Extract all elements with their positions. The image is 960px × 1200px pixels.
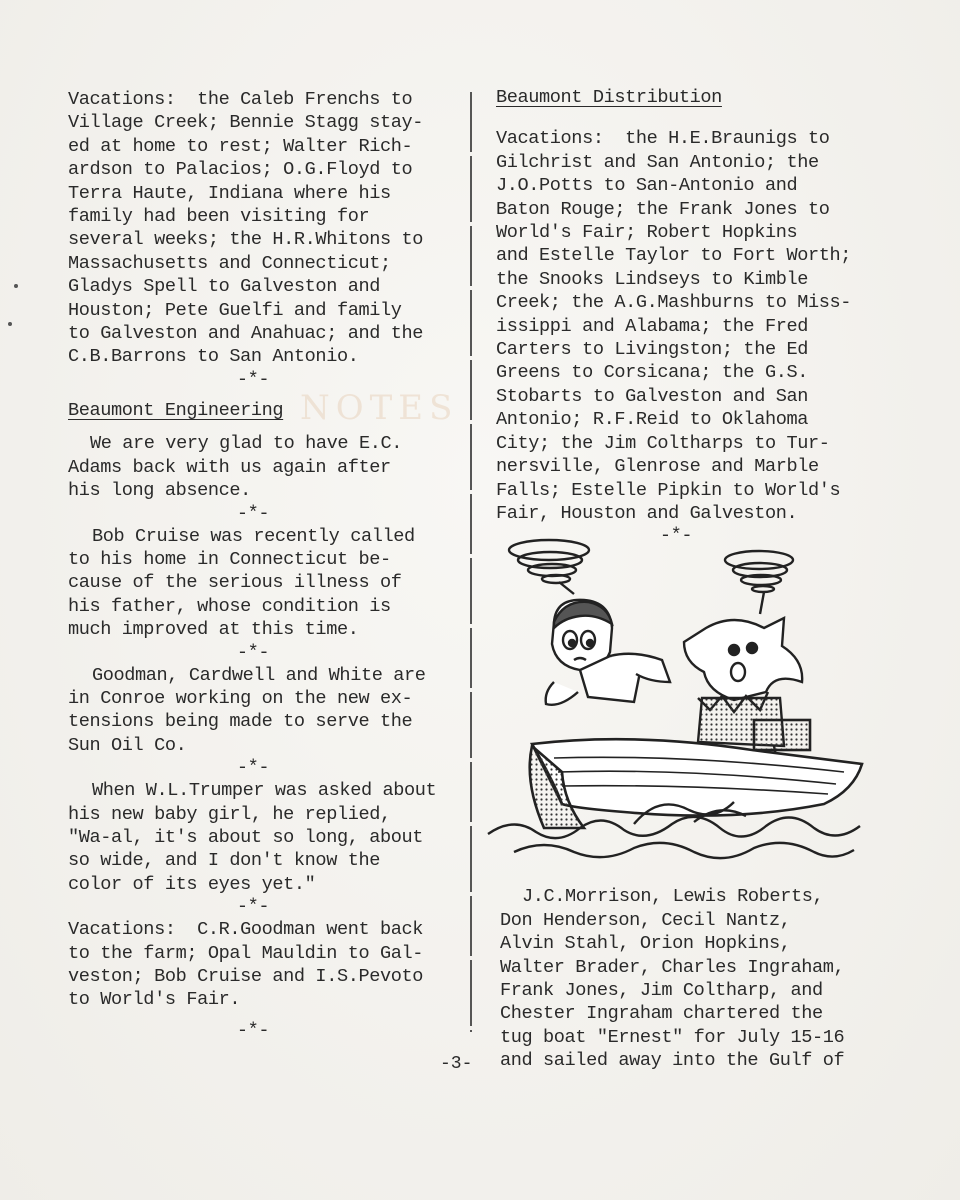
section-separator: -*- <box>236 1019 270 1041</box>
section-separator: -*- <box>659 525 693 547</box>
text-line: Creek; the A.G.Mashburns to Miss- <box>496 292 852 314</box>
text-line: issippi and Alabama; the Fred <box>496 315 808 337</box>
text-line: Carters to Livingston; the Ed <box>496 339 808 361</box>
column-divider <box>470 92 472 1032</box>
bleed-through-ghost: NOTES <box>300 388 459 428</box>
text-line: Vacations: C.R.Goodman went back <box>68 919 424 941</box>
text-line: Vacations: the Caleb Frenchs to <box>68 89 413 110</box>
section-heading-distribution: Beaumont Distribution <box>496 87 722 108</box>
section-separator: -*- <box>236 896 270 918</box>
text-line: Sun Oil Co. <box>68 734 187 756</box>
text-line: to the farm; Opal Mauldin to Gal- <box>68 942 424 964</box>
text-line: Goodman, Cardwell and White are <box>92 664 426 686</box>
text-line: Village Creek; Bennie Stagg stay- <box>68 112 424 134</box>
text-line: veston; Bob Cruise and I.S.Pevoto <box>68 966 424 987</box>
page-number: -3- <box>440 1054 473 1074</box>
text-line: the Snooks Lindseys to Kimble <box>496 268 808 290</box>
text-line: his long absence. <box>68 480 251 502</box>
text-line: Stobarts to Galveston and San <box>496 385 808 407</box>
text-line: Adams back with us again after <box>68 456 391 478</box>
text-line: several weeks; the H.R.Whitons to <box>68 229 424 251</box>
text-line: Baton Rouge; the Frank Jones to <box>496 198 830 220</box>
dizzy-spiral-icon <box>725 551 793 614</box>
text-line: Walter Brader, Charles Ingraham, <box>500 956 845 978</box>
text-line: his father, whose condition is <box>68 595 391 617</box>
distribution-vacations-paragraph <box>496 127 896 525</box>
text-line: and sailed away into the Gulf of <box>500 1050 845 1072</box>
text-line: Vacations: the H.E.Braunigs to <box>496 128 830 150</box>
text-line: J.O.Potts to San-Antonio and <box>496 175 798 197</box>
text-line: Don Henderson, Cecil Nantz, <box>500 909 791 931</box>
text-line: and Estelle Taylor to Fort Worth; <box>496 245 852 267</box>
goodman-paragraph <box>68 664 468 758</box>
text-line: cause of the serious illness of <box>68 572 402 594</box>
adams-paragraph <box>68 432 468 502</box>
text-line: City; the Jim Coltharps to Tur- <box>496 432 830 454</box>
text-line: to his home in Connecticut be- <box>68 548 391 570</box>
vacations2-paragraph <box>68 918 468 1012</box>
text-line: Greens to Corsicana; the G.S. <box>496 362 808 384</box>
text-line: Bob Cruise was recently called <box>92 525 415 547</box>
text-line: Terra Haute, Indiana where his <box>68 182 391 204</box>
sailor-left-figure <box>546 600 670 705</box>
text-line: nersville, Glenrose and Marble <box>496 456 819 478</box>
text-line: Massachusetts and Connecticut; <box>68 252 391 274</box>
section-separator: -*- <box>236 641 270 663</box>
morrison-paragraph <box>496 885 896 1072</box>
text-line: World's Fair; Robert Hopkins <box>496 222 798 244</box>
text-line: We are very glad to have E.C. <box>90 433 402 455</box>
vacations-paragraph <box>68 88 468 369</box>
text-line: to World's Fair. <box>68 989 241 1011</box>
text-line: in Conroe working on the new ex- <box>68 687 413 709</box>
section-heading-engineering: Beaumont Engineering <box>68 399 284 421</box>
section-separator: -*- <box>236 757 270 779</box>
text-line: Falls; Estelle Pipkin to World's <box>496 479 841 501</box>
text-line: Gilchrist and San Antonio; the <box>496 151 819 173</box>
text-line: Houston; Pete Guelfi and family <box>68 299 402 321</box>
section-separator: -*- <box>236 368 270 390</box>
text-line: J.C.Morrison, Lewis Roberts, <box>522 886 824 908</box>
text-line: to Galveston and Anahuac; and the <box>68 323 424 345</box>
text-line: "Wa-al, it's about so long, about <box>68 826 424 848</box>
text-line: Fair, Houston and Galveston. <box>496 502 798 524</box>
text-line: C.B.Barrons to San Antonio. <box>68 346 359 368</box>
trumper-paragraph <box>68 779 468 896</box>
text-line: much improved at this time. <box>68 619 359 641</box>
text-line: Alvin Stahl, Orion Hopkins, <box>500 933 791 955</box>
left-column <box>68 88 468 1042</box>
text-line: When W.L.Trumper was asked about <box>92 780 437 802</box>
section-separator: -*- <box>236 502 270 524</box>
paper-speck <box>8 322 12 326</box>
text-line: Frank Jones, Jim Coltharp, and <box>500 979 823 1001</box>
dizzy-spiral-icon <box>509 540 589 594</box>
text-line: ardson to Palacios; O.G.Floyd to <box>68 159 413 181</box>
text-line: family had been visiting for <box>68 206 370 228</box>
text-line: color of its eyes yet." <box>68 873 316 895</box>
text-line: ed at home to rest; Walter Rich- <box>68 135 413 157</box>
paper-speck <box>14 284 18 288</box>
text-line: Gladys Spell to Galveston and <box>68 276 380 298</box>
text-line: Chester Ingraham chartered the <box>500 1003 823 1025</box>
text-line: tensions being made to serve the <box>68 711 413 733</box>
text-line: so wide, and I don't know the <box>68 850 380 872</box>
seasick-sailors-boat-cartoon-icon <box>484 532 874 877</box>
text-line: his new baby girl, he replied, <box>68 803 391 825</box>
text-line: Antonio; R.F.Reid to Oklahoma <box>496 409 808 431</box>
text-line: tug boat "Ernest" for July 15-16 <box>500 1026 845 1048</box>
cruise-paragraph <box>68 525 468 642</box>
